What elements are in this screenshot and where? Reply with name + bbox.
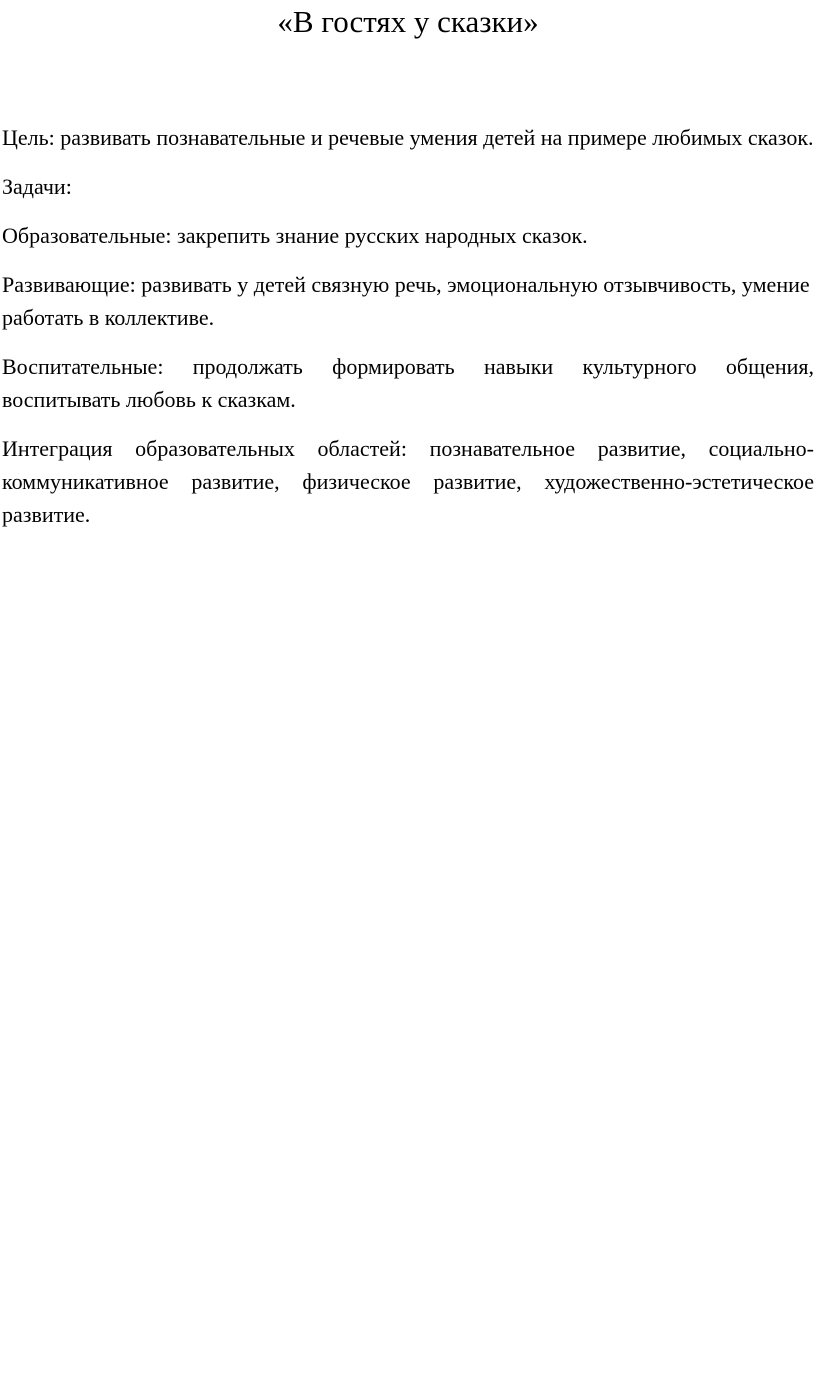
- integration-paragraph: Интеграция образовательных областей: познавательное развитие, социально-коммуникативное развитие, физическое развитие, художественно-эстетическое развитие.: [2, 436, 814, 527]
- tasks-heading: Задачи:: [2, 174, 72, 199]
- document-body: [2, 121, 814, 547]
- goal-paragraph: Цель: развивать познавательные и речевые умения детей на примере любимых сказок.: [2, 125, 814, 150]
- developing-task-paragraph: Развивающие: развивать у детей связную речь, эмоциональную отзывчивость, умение работать в коллективе.: [2, 272, 810, 330]
- page-title: «В гостях у сказки»: [277, 4, 539, 39]
- upbringing-task-paragraph: Воспитательные: продолжать формировать навыки культурного общения, воспитывать любовь к сказкам.: [2, 354, 814, 412]
- educational-task-paragraph: Образовательные: закрепить знание русских народных сказок.: [2, 223, 588, 248]
